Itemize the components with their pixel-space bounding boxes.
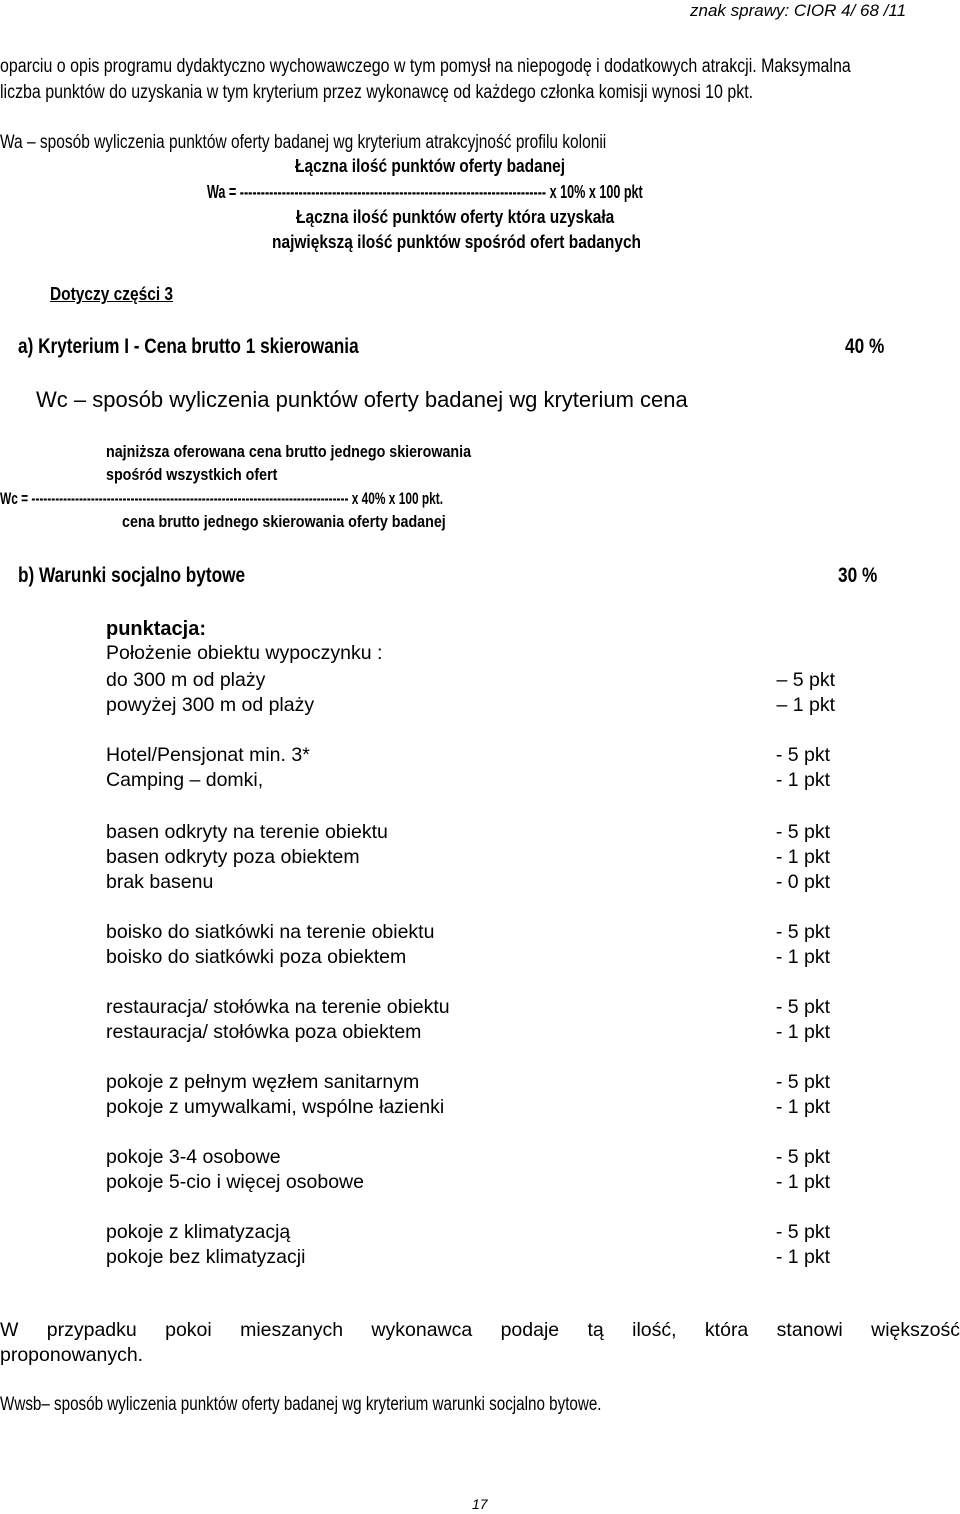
wc-numerator-line-2: spośród wszystkich ofert [106, 465, 278, 484]
intro-line-1: oparciu o opis programu dydaktyczno wychowawczego w tym pomysł na niepogodę i dodatkowych atrakcji. Maksymalna [0, 56, 851, 77]
scoring-item-label: pokoje 5-cio i więcej osobowe [106, 1171, 364, 1193]
wc-denominator: cena brutto jednego skierowania oferty badanej [122, 512, 446, 531]
scoring-item [106, 1246, 830, 1270]
scoring-item-label: pokoje z umywalkami, wspólne łazienki [106, 1096, 445, 1118]
scoring-item-points: - 1 pkt [775, 946, 830, 968]
location-label: Położenie obiektu wypoczynku : [106, 642, 383, 664]
wa-description: Wa – sposób wyliczenia punktów oferty badanej wg kryterium atrakcyjność profilu kolonii [0, 132, 607, 153]
scoring-item-label: do 300 m od plaży [106, 669, 266, 691]
wa-formula: Wa = ------------------------------------------------------------------------- x 10% x 100 pkt [207, 182, 643, 202]
scoring-item-points: - 1 pkt [775, 1246, 830, 1268]
scoring-item [106, 1221, 830, 1245]
criterion-a-weight: 40 % [845, 335, 885, 358]
scoring-item-label: pokoje bez klimatyzacji [106, 1246, 306, 1268]
wa-numerator: Łączna ilość punktów oferty badanej [295, 156, 566, 176]
scoring-item [106, 669, 835, 693]
wwsb-description: Wwsb– sposób wyliczenia punktów oferty badanej wg kryterium warunki socjalno bytowe. [0, 1394, 602, 1415]
scoring-item [106, 1146, 830, 1170]
scoring-item-label: pokoje 3-4 osobowe [106, 1146, 281, 1168]
scoring-item [106, 996, 830, 1020]
scoring-item-points: - 1 pkt [775, 1021, 830, 1043]
criterion-b-weight: 30 % [838, 564, 878, 587]
wa-denominator-line-2: największą ilość punktów spośród ofert badanych [272, 232, 642, 252]
scoring-item [106, 871, 830, 895]
mixed-rooms-line-2: proponowanych. [0, 1344, 144, 1366]
scoring-item-label: basen odkryty poza obiektem [106, 846, 360, 868]
scoring-item-points: - 5 pkt [775, 1221, 830, 1243]
scoring-item-label: Camping – domki, [106, 769, 264, 791]
wc-formula: Wc = -------------------------------------------------------------------------------- x 40% x 100 pkt. [0, 489, 444, 508]
scoring-item-points: - 1 pkt [775, 769, 830, 791]
case-reference: znak sprawy: CIOR 4/ 68 /11 [690, 1, 907, 20]
scoring-item-points: - 5 pkt [775, 921, 830, 943]
scoring-item-label: brak basenu [106, 871, 214, 893]
mixed-rooms-line-1: W przypadku pokoi mieszanych wykonawca podaje tą ilość, która stanowi większość [0, 1319, 960, 1341]
scoring-item-label: Hotel/Pensjonat min. 3* [106, 744, 310, 766]
intro-line-2: liczba punktów do uzyskania w tym kryterium przez wykonawcę od każdego członka komisji wynosi 10 pkt. [0, 82, 754, 103]
scoring-item-points: – 1 pkt [776, 694, 835, 716]
scoring-label: punktacja: [106, 618, 207, 640]
scoring-item-label: boisko do siatkówki poza obiektem [106, 946, 407, 968]
scoring-item [106, 769, 830, 793]
scoring-item [106, 1096, 830, 1120]
criterion-a-description: Wc – sposób wyliczenia punktów oferty badanej wg kryterium cena [36, 387, 688, 412]
scoring-item [106, 694, 835, 718]
scoring-item [106, 821, 830, 845]
criterion-b-title: b) Warunki socjalno bytowe [18, 564, 246, 587]
scoring-item-points: – 5 pkt [776, 669, 835, 691]
wa-denominator-line-1: Łączna ilość punktów oferty która uzyskała [296, 207, 615, 227]
criterion-a-title: a) Kryterium I - Cena brutto 1 skierowania [18, 335, 359, 358]
scoring-item-points: - 5 pkt [775, 744, 830, 766]
scoring-item [106, 1021, 830, 1045]
wc-numerator-line-1: najniższa oferowana cena brutto jednego skierowania [106, 442, 472, 461]
scoring-item [106, 744, 830, 768]
scoring-item-points: - 1 pkt [775, 846, 830, 868]
scoring-item [106, 1171, 830, 1195]
scoring-item-points: - 5 pkt [775, 821, 830, 843]
part-3-heading: Dotyczy części 3 [50, 284, 174, 304]
scoring-item-points: - 1 pkt [775, 1096, 830, 1118]
scoring-item-label: basen odkryty na terenie obiektu [106, 821, 388, 843]
scoring-item-label: pokoje z pełnym węzłem sanitarnym [106, 1071, 420, 1093]
page-number: 17 [472, 1496, 488, 1512]
scoring-item-points: - 5 pkt [775, 996, 830, 1018]
scoring-item-label: restauracja/ stołówka na terenie obiektu [106, 996, 450, 1018]
scoring-item-label: boisko do siatkówki na terenie obiektu [106, 921, 435, 943]
scoring-item-label: powyżej 300 m od plaży [106, 694, 315, 716]
scoring-item-label: restauracja/ stołówka poza obiektem [106, 1021, 422, 1043]
scoring-item-points: - 5 pkt [775, 1071, 830, 1093]
scoring-item-points: - 0 pkt [775, 871, 830, 893]
scoring-item [106, 921, 830, 945]
scoring-item [106, 946, 830, 970]
scoring-item-label: pokoje z klimatyzacją [106, 1221, 291, 1243]
scoring-item [106, 846, 830, 870]
scoring-item [106, 1071, 830, 1095]
scoring-item-points: - 5 pkt [775, 1146, 830, 1168]
scoring-item-points: - 1 pkt [775, 1171, 830, 1193]
